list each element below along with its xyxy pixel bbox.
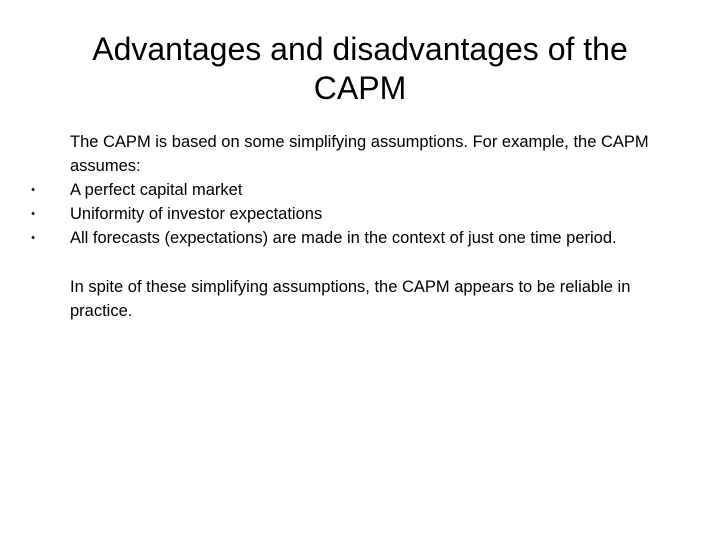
list-item <box>31 178 680 202</box>
bullet-icon: • <box>31 208 35 220</box>
list-item <box>31 226 680 250</box>
conclusion-paragraph: In spite of these simplifying assumptions, the CAPM appears to be reliable in practice. <box>70 278 631 320</box>
bullet-icon: • <box>31 232 35 244</box>
list-item <box>31 202 680 226</box>
spacer <box>70 250 680 275</box>
bullet-text: All forecasts (expectations) are made in the context of just one time period. <box>70 229 617 247</box>
bullet-text: Uniformity of investor expectations <box>70 205 323 223</box>
slide-body <box>31 130 680 323</box>
slide-title: Advantages and disadvantages of the CAPM <box>92 31 628 106</box>
intro-paragraph: The CAPM is based on some simplifying assumptions. For example, the CAPM assumes: <box>70 133 649 175</box>
bullet-text: A perfect capital market <box>70 181 243 199</box>
bullet-icon: • <box>31 184 35 196</box>
assumption-list <box>31 178 680 250</box>
